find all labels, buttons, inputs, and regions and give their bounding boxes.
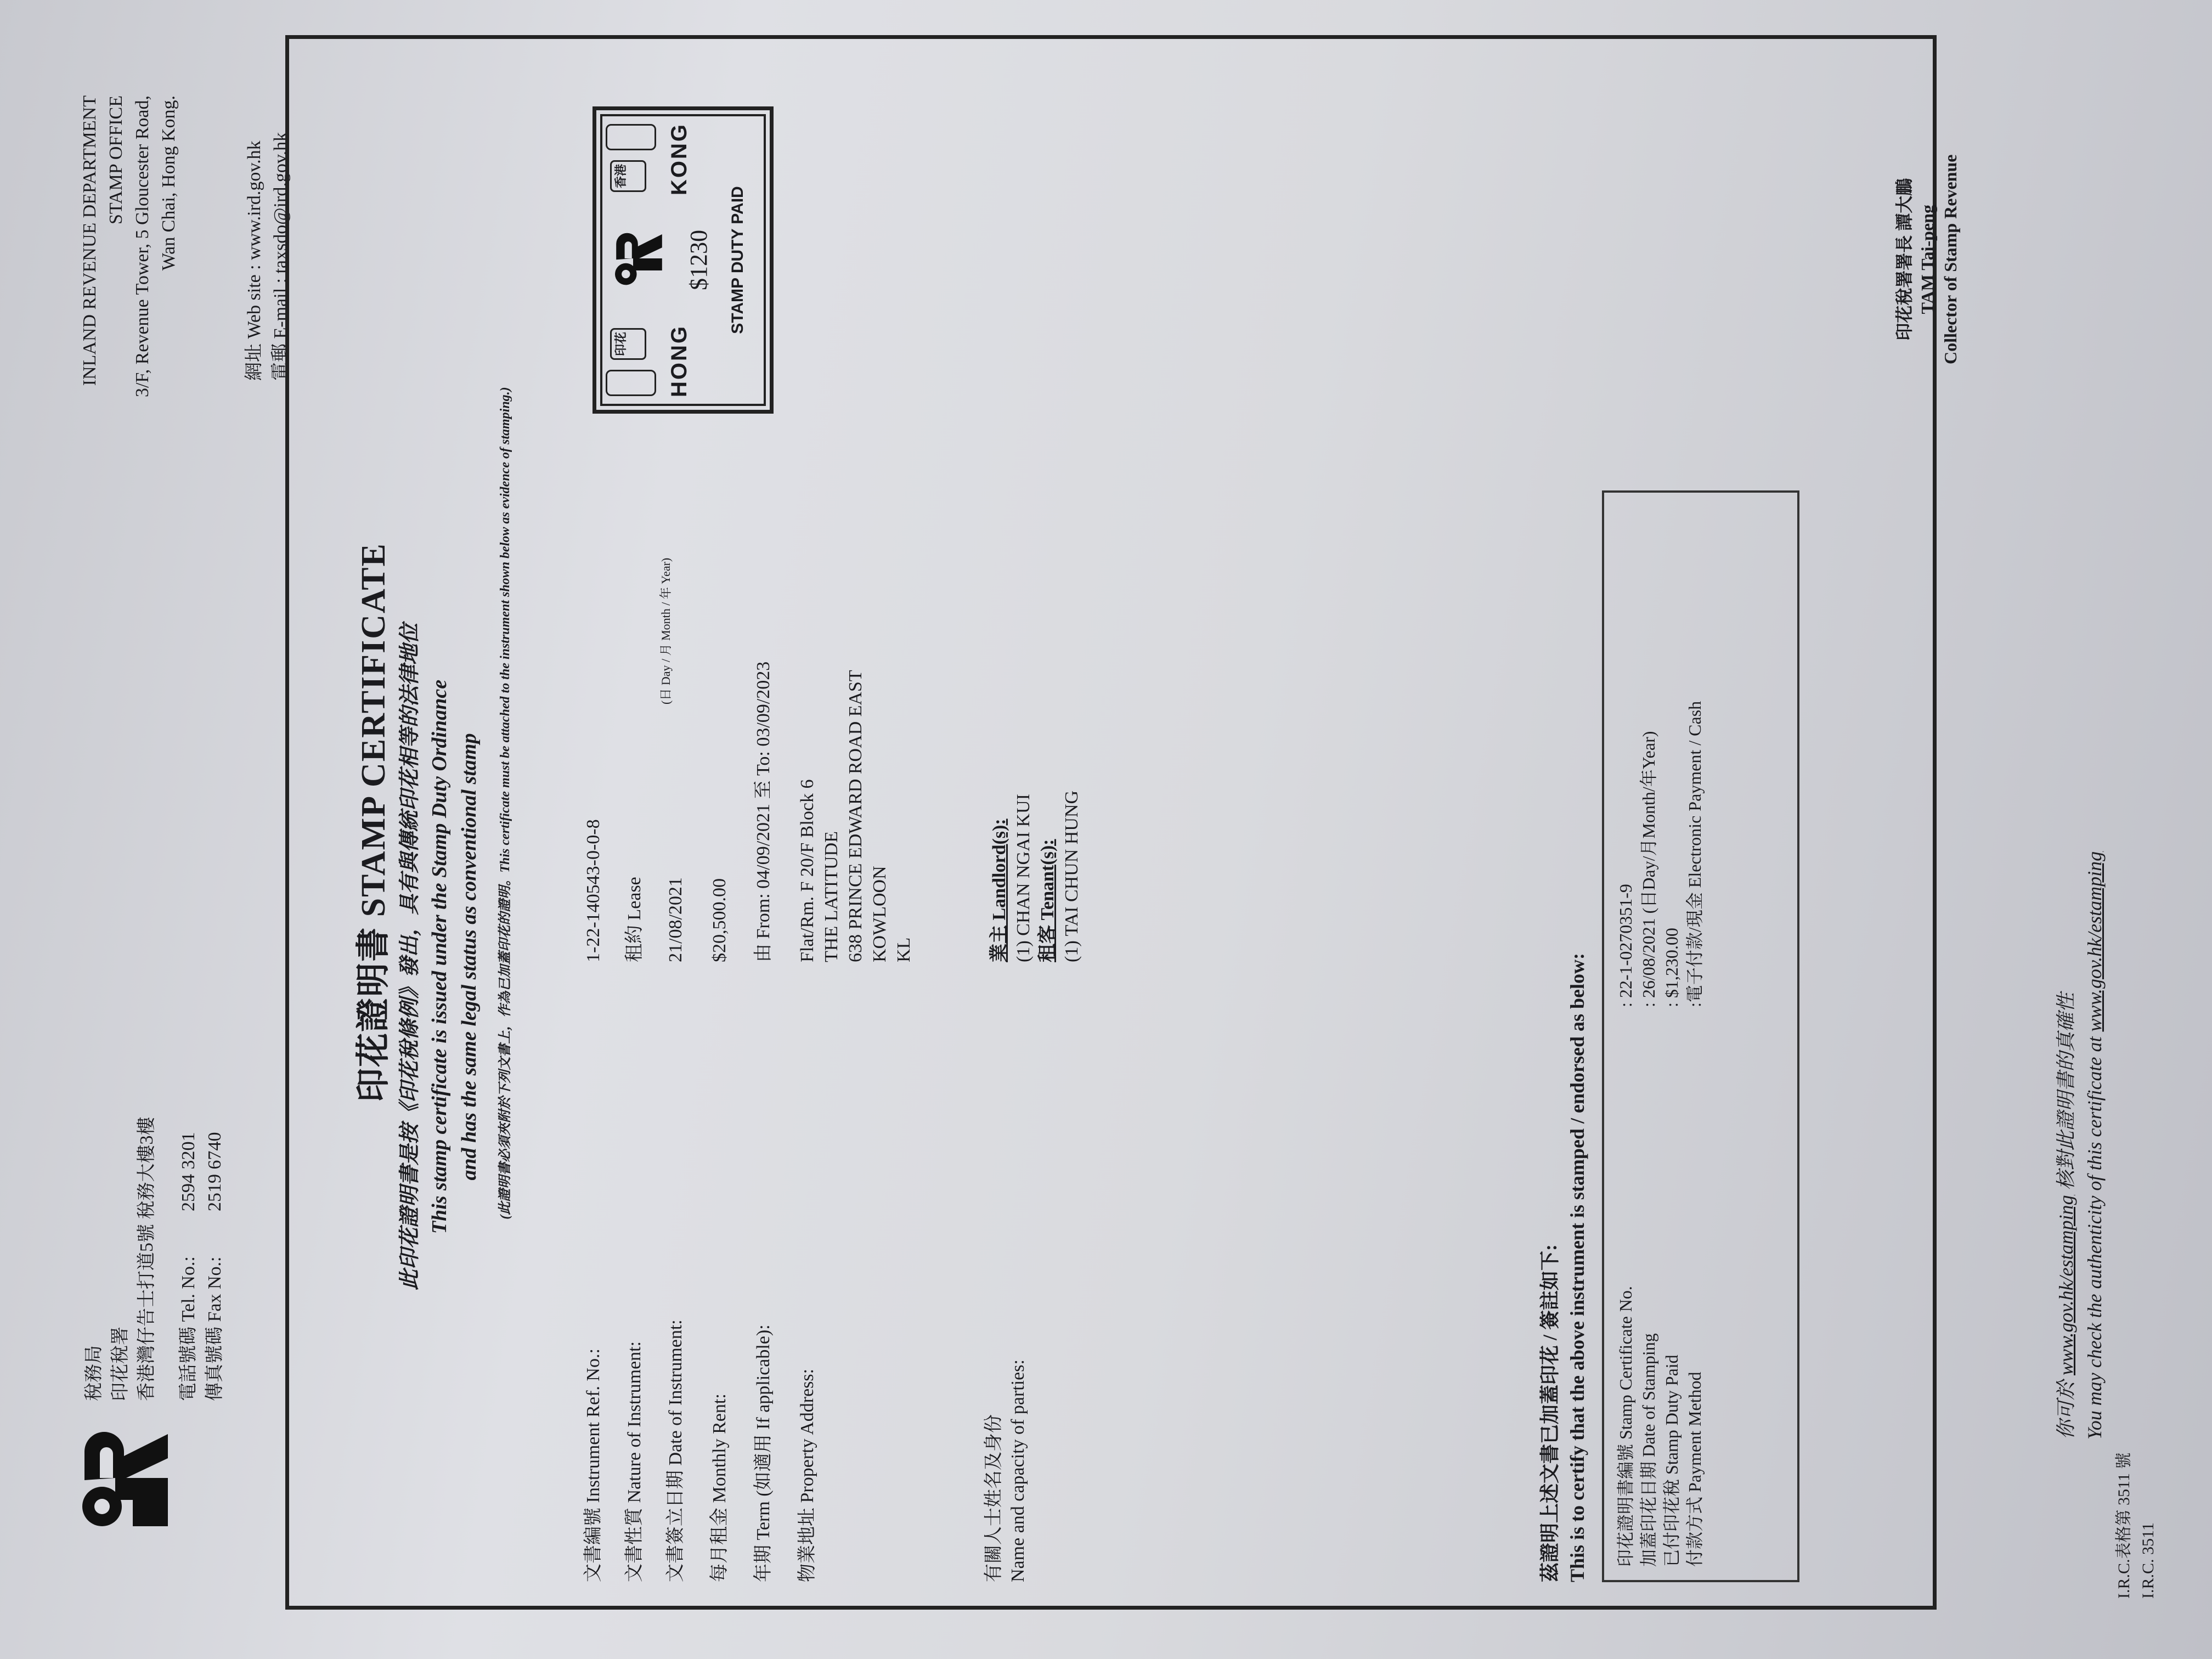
payment-method-label: 付款方式 Payment Method [1685, 1372, 1705, 1567]
fax-value: 2519 6740 [205, 1132, 225, 1211]
property-address-row [795, 101, 916, 1582]
instrument-ref-value: 1-22-140543-0-0-8 [583, 819, 603, 962]
tenant-role: 租客 Tenant(s): [1037, 839, 1058, 962]
tel-label: 電話號碼 Tel. No.: [178, 1256, 199, 1401]
duty-paid-label: 已付印花稅 Stamp Duty Paid [1662, 1355, 1681, 1567]
tel-value: 2594 3201 [178, 1132, 199, 1211]
form-number-en: I.R.C. 3511 [2139, 1522, 2157, 1599]
tenant-name: (1) TAI CHUN HUNG [1062, 790, 1082, 962]
instrument-date-label: 文書簽立日期 Date of Instrument: [665, 1319, 686, 1582]
stamp-status: STAMP DUTY PAID [729, 186, 747, 334]
subtitle-line: and has the same legal status as conventional stamp [458, 733, 481, 1181]
landlord-name: (1) CHAN NGAI KUI [1013, 794, 1034, 962]
payment-method-value: :電子付款/現金 Electronic Payment / Cash [1685, 701, 1705, 1007]
header-zh-line: 印花稅署 [110, 1327, 131, 1401]
fax-label: 傳真號碼 Fax No.: [205, 1256, 225, 1401]
header-contact-numbers [176, 1132, 228, 1402]
header-zh-line: 稅務局 [84, 1345, 104, 1401]
verify-en-prefix: You may check the authenticity of this certificate at [2084, 1036, 2106, 1440]
collector-name: TAM Tai-peng [1917, 205, 1937, 314]
address-line: 638 PRINCE EDWARD ROAD EAST [845, 670, 866, 962]
stamping-details-box [1602, 490, 1799, 1582]
monthly-rent-label: 每月租金 Monthly Rent: [709, 1393, 730, 1582]
certify-line-zh: 茲證明上述文書已加蓋印花 / 簽註如下: [1539, 1244, 1561, 1582]
address-line: KL [894, 937, 914, 962]
verify-zh-suffix: 核對此證明書的真確性 [2055, 992, 2077, 1190]
stamp-cert-no-label: 印花證明書編號 Stamp Certificate No. [1616, 1286, 1635, 1567]
stamping-date-label: 加蓋印花日期 Date of Stamping [1639, 1333, 1658, 1567]
certify-line-en: This is to certify that the above instrument is stamped / endorsed as below: [1566, 953, 1588, 1582]
landlord-role: 業主 Landlord(s): [989, 819, 1009, 962]
web-label: 網址 Web site : [244, 264, 264, 381]
header-en-line: INLAND REVENUE DEPARTMENT [80, 95, 100, 386]
duty-paid-value: : $1,230.00 [1662, 928, 1681, 1007]
stamp-cert-no-value: : 22-1-0270351-9 [1616, 884, 1635, 1007]
instrument-ref-row [582, 101, 606, 1582]
monthly-rent-row [708, 101, 732, 1582]
address-line: KOWLOON [870, 866, 890, 962]
email-link[interactable]: taxsdo@ird.gov.hk [270, 132, 291, 274]
collector-title-zh: 印花稅署署長 譚大鵬 [1894, 178, 1914, 341]
ird-logo-icon [71, 1423, 181, 1533]
instrument-date-row [659, 101, 688, 1582]
instrument-ref-label: 文書編號 Instrument Ref. No.: [583, 1348, 603, 1582]
instrument-date-value: 21/08/2021 [665, 877, 686, 962]
stamp-amount: $1230 [685, 230, 712, 290]
email-label: 電郵 E-mail : [270, 278, 291, 381]
property-address-value [795, 101, 916, 962]
stamp-hong-label: HONG [667, 325, 691, 397]
collector-signature-block [1893, 155, 1962, 364]
property-address-label: 物業地址 Property Address: [797, 1368, 817, 1582]
instrument-nature-row [623, 101, 647, 1582]
instrument-nature-value: 租約 Lease [624, 877, 645, 962]
term-value: 由 From: 04/09/2021 至 To: 03/09/2023 [753, 661, 774, 962]
header-en-line: 3/F, Revenue Tower, 5 Gloucester Road, [132, 95, 153, 398]
address-line: Flat/Rm. F 20/F Block 6 [797, 779, 817, 962]
stamp-chip-right: 香港 [610, 160, 646, 192]
header-en-address [77, 95, 182, 589]
date-format-hint: (日 Day / 月 Month / 年 Year) [659, 557, 673, 704]
verify-link-zh[interactable]: www.gov.hk/estamping [2055, 1195, 2077, 1375]
attachment-note: (此證明書必須夾附於下列文書上，作為已加蓋印花的證明。This certificate must be attached to the instrument shown below as evidence of stamping.) [498, 387, 512, 1220]
form-number [2112, 1453, 2160, 1599]
web-link[interactable]: www.ird.gov.hk [244, 140, 264, 260]
stamp-chip-left: 印花 [610, 328, 646, 360]
stamping-date-value: : 26/08/2021 (日Day/月Month/年Year) [1639, 731, 1658, 1007]
header-en-line: STAMP OFFICE [106, 95, 126, 225]
header-zh-address [81, 1117, 160, 1402]
header-en-line: Wan Chai, Hong Kong. [159, 95, 179, 271]
certificate-title: 印花證明書 STAMP CERTIFICATE [355, 543, 392, 1102]
subtitle-line: This stamp certificate is issued under the Stamp Duty Ordinance [428, 679, 451, 1234]
collector-title-en: Collector of Stamp Revenue [1940, 154, 1960, 364]
verify-zh-prefix: 你可於 [2055, 1380, 2077, 1440]
parties-label-en: Name and capacity of parties: [1008, 1359, 1028, 1582]
term-label: 年期 Term (如適用 If applicable): [753, 1324, 774, 1582]
monthly-rent-value: $20,500.00 [709, 878, 730, 962]
parties-label [982, 1359, 1030, 1582]
stamp-kong-label: KONG [667, 123, 691, 195]
instrument-nature-label: 文書性質 Nature of Instrument: [624, 1341, 645, 1582]
verify-link-en[interactable]: www.gov.hk/estamping [2084, 851, 2106, 1032]
certification-statement [1536, 953, 1591, 1582]
parties-label-zh: 有關人士姓名及身份 [984, 1414, 1004, 1582]
authenticity-notice [2052, 13, 2109, 1440]
parties-list [988, 791, 1084, 962]
address-line: THE LATITUDE [821, 831, 842, 962]
certificate-subtitle [395, 490, 484, 1423]
subtitle-line: 此印花證明書是按《印花稅條例》發出，具有與傳統印花相等的法律地位 [398, 623, 421, 1291]
header-zh-line: 香港灣仔告士打道5號 稅務大樓3樓 [137, 1116, 157, 1401]
term-row [752, 101, 776, 1582]
form-number-zh: I.R.C.表格第 3511 號 [2115, 1452, 2133, 1599]
